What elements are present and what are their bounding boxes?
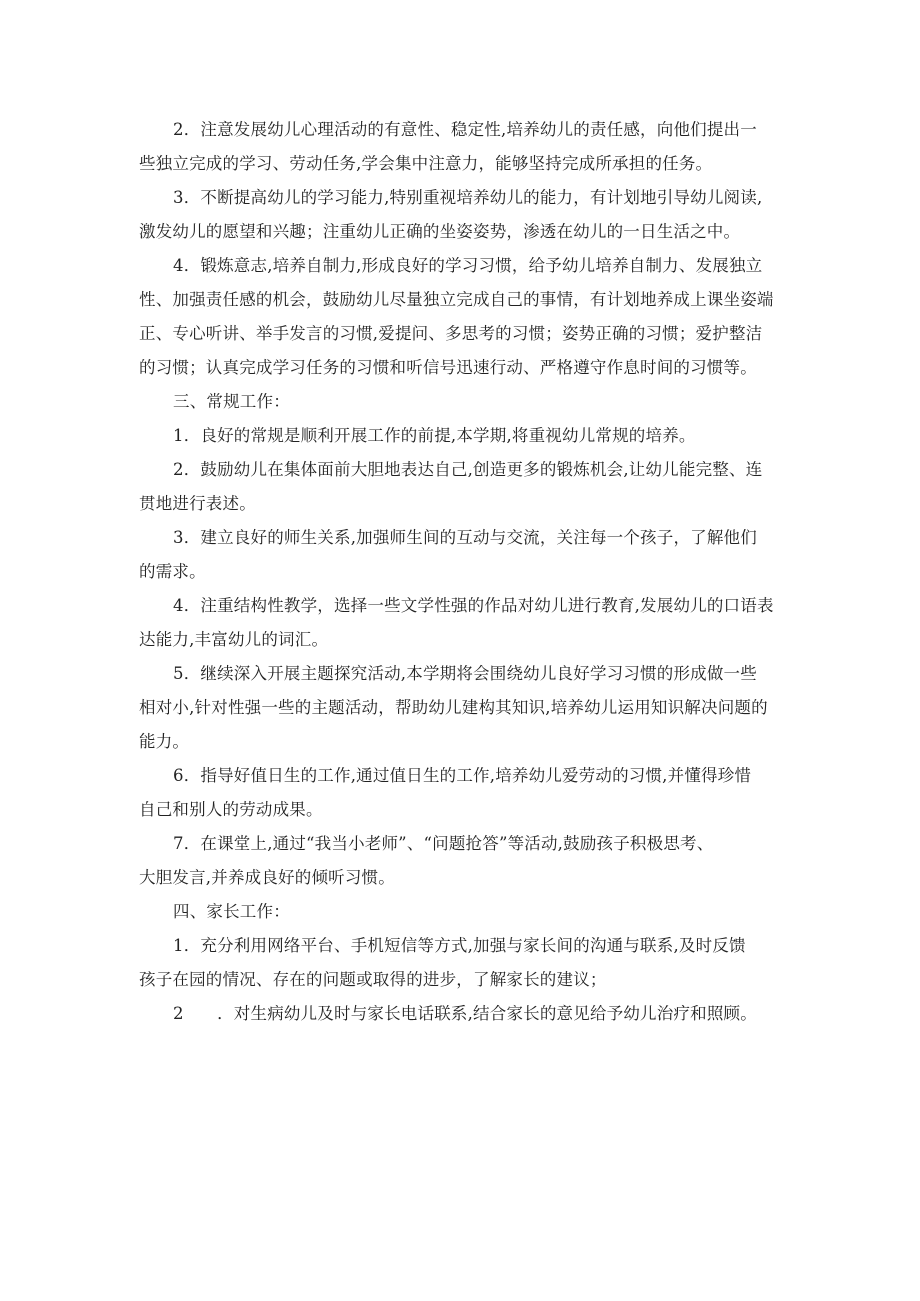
paragraph-line: 4．锻炼意志,培养自制力,形成良好的学习习惯，给予幼儿培养自制力、发展独立 <box>173 256 763 275</box>
section-heading: 三、常规工作： <box>173 392 290 411</box>
paragraph-routine-6 <box>139 759 799 827</box>
paragraph-line: 1．良好的常规是顺利开展工作的前提,本学期,将重视幼儿常规的培养。 <box>173 426 696 445</box>
paragraph-line: 2．鼓励幼儿在集体面前大胆地表达自己,创造更多的锻炼机会,让幼儿能完整、连 <box>173 460 763 479</box>
paragraph-item-4 <box>139 249 799 385</box>
section-heading: 四、家长工作： <box>173 902 290 921</box>
paragraph-routine-3 <box>139 521 799 589</box>
paragraph-line: 自己和别人的劳动成果。 <box>139 800 323 819</box>
paragraph-line: 些独立完成的学习、劳动任务,学会集中注意力，能够坚持完成所承担的任务。 <box>139 154 713 173</box>
paragraph-line: 5．继续深入开展主题探究活动,本学期将会围绕幼儿良好学习习惯的形成做一些 <box>173 664 757 683</box>
paragraph-routine-7 <box>139 827 799 895</box>
paragraph-routine-5 <box>139 657 799 759</box>
paragraph-line: 4．注重结构性教学，选择一些文学性强的作品对幼儿进行教育,发展幼儿的口语表 <box>173 596 774 615</box>
paragraph-line: 相对小,针对性强一些的主题活动，帮助幼儿建构其知识,培养幼儿运用知识解决问题的 <box>139 698 768 717</box>
paragraph-item-3 <box>139 181 799 249</box>
paragraph-parent-1 <box>139 929 799 997</box>
paragraph-line: 的需求。 <box>139 562 206 581</box>
paragraph-line: 性、加强责任感的机会，鼓励幼儿尽量独立完成自己的事情，有计划地养成上课坐姿端 <box>139 290 774 309</box>
paragraph-line: 2．注意发展幼儿心理活动的有意性、稳定性,培养幼儿的责任感，向他们提出一 <box>173 120 757 139</box>
paragraph-routine-1 <box>139 419 799 453</box>
paragraph-line: 1．充分利用网络平台、手机短信等方式,加强与家长间的沟通与联系,及时反馈 <box>173 936 746 955</box>
paragraph-line: 正、专心听讲、举手发言的习惯,爱提问、多思考的习惯；姿势正确的习惯；爱护整洁 <box>139 324 763 343</box>
paragraph-line: 7．在课堂上,通过“我当小老师”、“问题抢答”等活动,鼓励孩子积极思考、 <box>173 834 714 853</box>
section-heading-parents <box>139 895 799 929</box>
document-body <box>139 113 799 1031</box>
paragraph-line: 贯地进行表述。 <box>139 494 256 513</box>
section-heading-routine <box>139 385 799 419</box>
paragraph-routine-2 <box>139 453 799 521</box>
paragraph-line: 大胆发言,并养成良好的倾听习惯。 <box>139 868 395 887</box>
paragraph-line: 激发幼儿的愿望和兴趣；注重幼儿正确的坐姿姿势，渗透在幼儿的一日生活之中。 <box>139 222 741 241</box>
paragraph-line: 3．不断提高幼儿的学习能力,特别重视培养幼儿的能力，有计划地引导幼儿阅读, <box>173 188 763 207</box>
paragraph-line: 2 ．对生病幼儿及时与家长电话联系,结合家长的意见给予幼儿治疗和照顾。 <box>173 1004 757 1023</box>
paragraph-parent-2 <box>139 997 799 1031</box>
paragraph-item-2 <box>139 113 799 181</box>
paragraph-line: 能力。 <box>139 732 190 751</box>
paragraph-routine-4 <box>139 589 799 657</box>
paragraph-line: 的习惯；认真完成学习任务的习惯和听信号迅速行动、严格遵守作息时间的习惯等。 <box>139 358 757 377</box>
paragraph-line: 达能力,丰富幼儿的词汇。 <box>139 630 329 649</box>
paragraph-line: 6．指导好值日生的工作,通过值日生的工作,培养幼儿爱劳动的习惯,并懂得珍惜 <box>173 766 752 785</box>
paragraph-line: 孩子在园的情况、存在的问题或取得的进步，了解家长的建议； <box>139 970 607 989</box>
paragraph-line: 3．建立良好的师生关系,加强师生间的互动与交流，关注每一个孩子，了解他们 <box>173 528 757 547</box>
